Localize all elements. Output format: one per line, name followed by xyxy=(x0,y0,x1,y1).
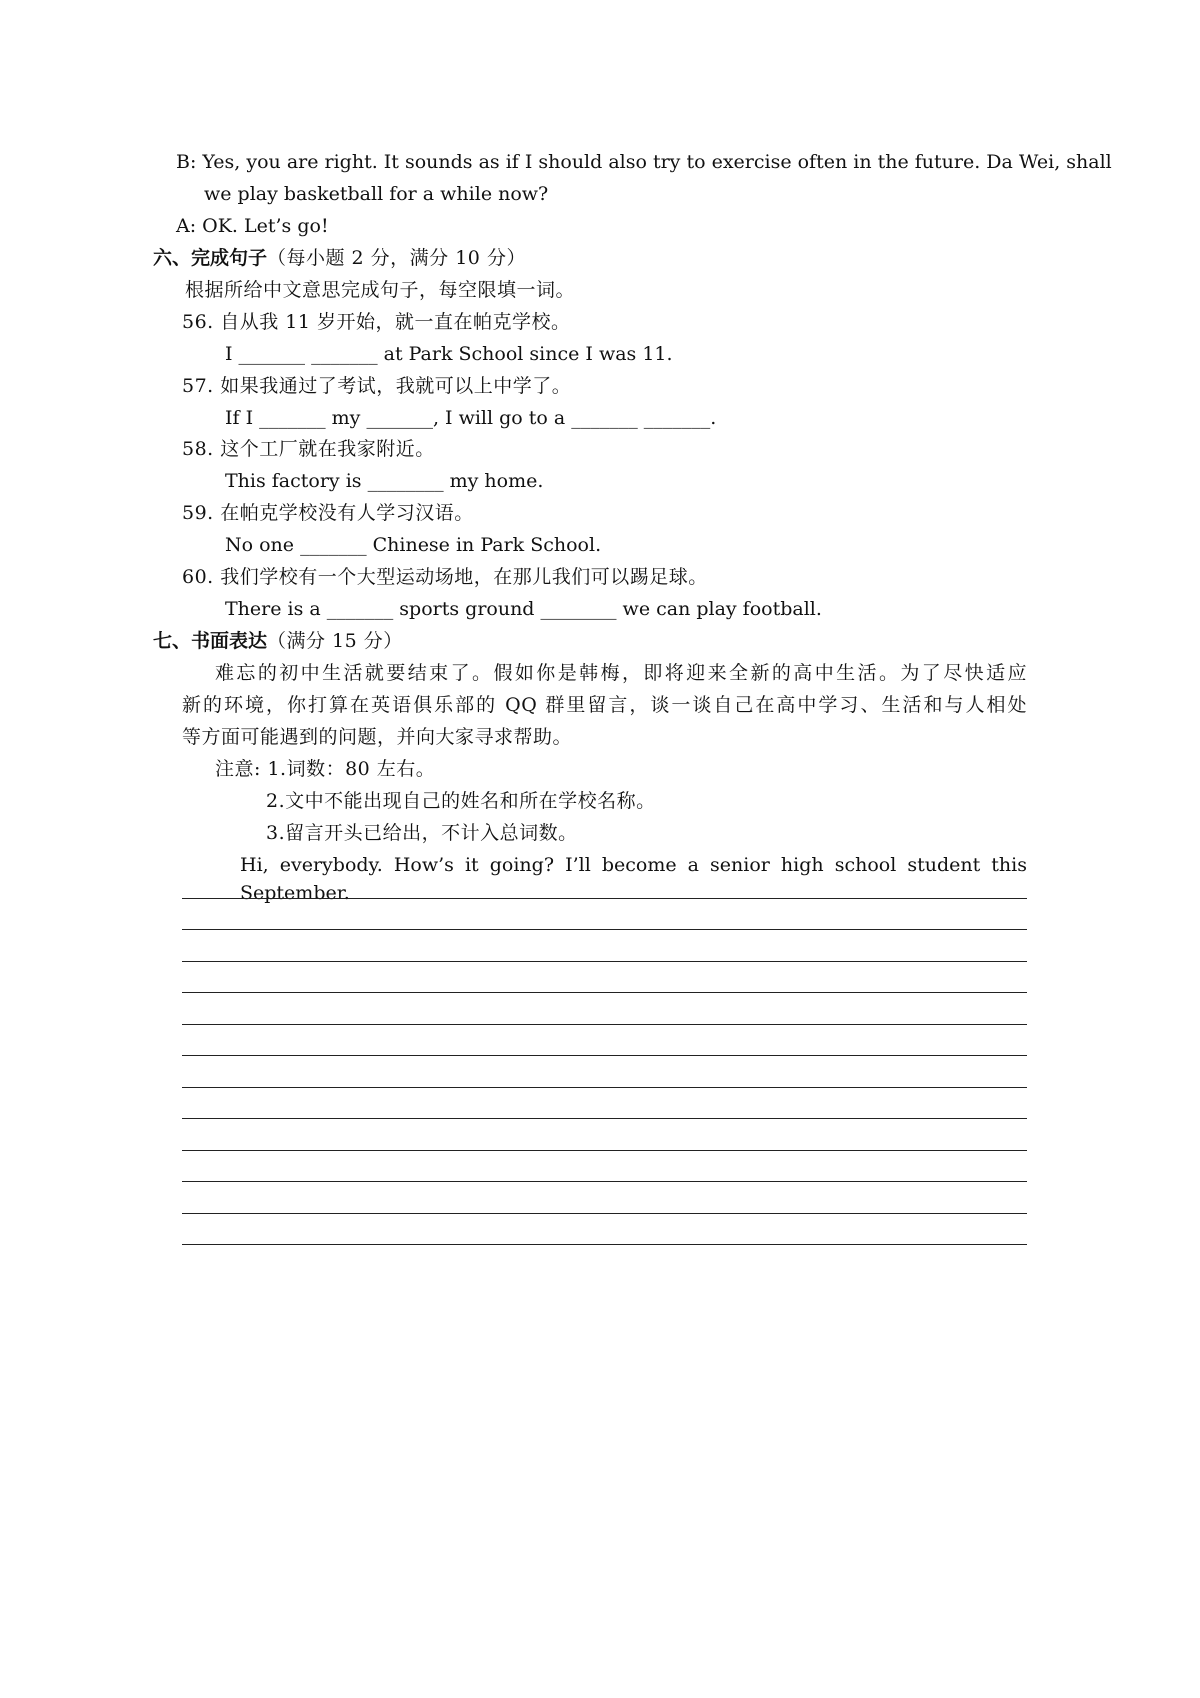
writing-starter-sentence: Hi, everybody. How’s it going? I’ll become a senior high school student this September. xyxy=(240,854,1027,904)
section-6-header xyxy=(153,244,526,272)
item-56-english: I _______ _______ at Park School since I was 11. xyxy=(225,343,673,365)
section-6-instruction: 根据所给中文意思完成句子，每空限填一词。 xyxy=(185,279,576,301)
section-6-score: （每小题 2 分，满分 10 分） xyxy=(267,247,526,269)
dialogue-b-line-1: B: Yes, you are right. It sounds as if I should also try to exercise often in the future. Da Wei, shall xyxy=(176,151,1112,173)
section-7-prompt-line-1: 难忘的初中生活就要结束了。假如你是韩梅，即将迎来全新的高中生活。为了尽快适应 xyxy=(215,662,1027,684)
section-7-note-1: 注意: 1.词数：80 左右。 xyxy=(215,758,436,780)
section-7-prompt-line-2: 新的环境，你打算在英语俱乐部的 QQ 群里留言，谈一谈自己在高中学习、生活和与人相处 xyxy=(182,694,1027,716)
answer-line[interactable] xyxy=(182,1087,1027,1088)
answer-line[interactable] xyxy=(182,1181,1027,1182)
section-7-prompt-line-3: 等方面可能遇到的问题，并向大家寻求帮助。 xyxy=(182,726,573,748)
answer-line[interactable] xyxy=(182,992,1027,993)
section-7-note-3: 3.留言开头已给出，不计入总词数。 xyxy=(266,822,578,844)
dialogue-a-line: A: OK. Let’s go! xyxy=(176,215,329,237)
item-57-english: If I _______ my _______, I will go to a _______ _______. xyxy=(225,407,717,429)
answer-line[interactable] xyxy=(182,929,1027,930)
item-56-chinese: 56. 自从我 11 岁开始，就一直在帕克学校。 xyxy=(182,311,571,333)
answer-line[interactable] xyxy=(182,1213,1027,1214)
answer-line[interactable] xyxy=(182,1244,1027,1245)
section-7-title: 七、书面表达 xyxy=(153,630,268,652)
answer-line[interactable] xyxy=(182,1150,1027,1151)
item-59-english: No one _______ Chinese in Park School. xyxy=(225,534,602,556)
item-60-chinese: 60. 我们学校有一个大型运动场地，在那儿我们可以踢足球。 xyxy=(182,566,708,588)
item-59-chinese: 59. 在帕克学校没有人学习汉语。 xyxy=(182,502,474,524)
section-7-score: （满分 15 分） xyxy=(267,630,403,652)
answer-line[interactable] xyxy=(182,1055,1027,1056)
item-57-chinese: 57. 如果我通过了考试，我就可以上中学了。 xyxy=(182,375,572,397)
dialogue-b-line-2: we play basketball for a while now? xyxy=(204,183,549,205)
item-60-english: There is a _______ sports ground ________ we can play football. xyxy=(225,598,822,620)
answer-line[interactable] xyxy=(182,1024,1027,1025)
answer-line[interactable] xyxy=(182,1118,1027,1119)
section-7-note-2: 2.文中不能出现自己的姓名和所在学校名称。 xyxy=(266,790,656,812)
item-58-english: This factory is ________ my home. xyxy=(225,470,544,492)
item-58-chinese: 58. 这个工厂就在我家附近。 xyxy=(182,438,435,460)
section-7-header xyxy=(153,627,403,655)
section-6-title: 六、完成句子 xyxy=(153,247,268,269)
answer-line[interactable] xyxy=(182,898,1027,899)
answer-line[interactable] xyxy=(182,961,1027,962)
